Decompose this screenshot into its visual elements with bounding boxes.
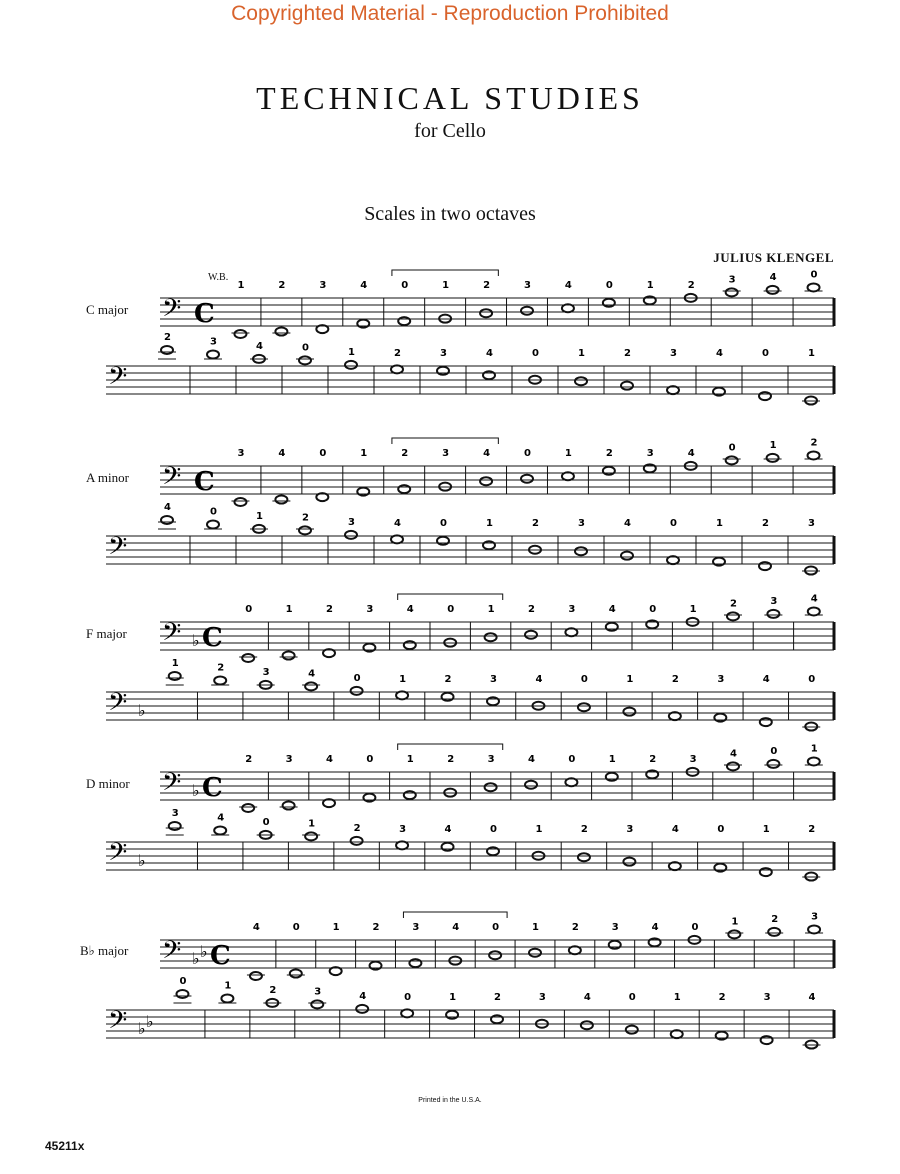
fingering-number: 2 [808,824,816,835]
whole-note [214,676,226,684]
whole-note [767,760,779,768]
whole-note [275,328,287,336]
fingering-number: 2 [483,280,491,291]
whole-note [525,631,537,639]
whole-note [487,847,499,855]
fingering-number: 2 [730,598,737,610]
fingering-number: 2 [494,992,501,1003]
whole-note [489,951,501,959]
whole-note [446,1011,458,1019]
whole-note [726,456,738,464]
whole-note [398,317,410,325]
fingering-number: 0 [353,672,361,684]
whole-note [483,371,495,379]
fingering-number: 2 [444,674,452,685]
fingering-number: 3 [689,753,697,765]
fingering-number: 3 [728,274,736,286]
fingering-number: 4 [394,518,401,529]
whole-note [621,382,633,390]
whole-note [808,283,820,291]
whole-note [761,1036,773,1044]
fingering-number: 4 [583,992,591,1003]
fingering-number: 0 [808,674,816,685]
fingering-number: 3 [611,922,619,933]
shift-bracket [392,270,498,276]
fingering-number: 4 [671,824,679,835]
whole-note [485,633,497,641]
whole-note [621,552,633,560]
whole-note [603,299,615,307]
page-subtitle: for Cello [414,120,486,142]
fingering-number: 1 [716,518,723,529]
fingering-number: 3 [490,674,497,685]
fingering-number: 1 [449,992,457,1003]
fingering-number: 0 [532,348,539,359]
whole-note [404,791,416,799]
fingering-number: 3 [237,448,245,459]
fingering-number: 2 [302,512,309,524]
time-signature: C [194,467,215,497]
fingering-number: 1 [608,754,616,765]
fingering-number: 0 [179,976,187,987]
fingering-number: 3 [770,595,778,607]
fingering-number: 2 [687,279,695,291]
time-signature: C [202,623,223,653]
whole-note [391,535,403,543]
flat-sign: ♭ [192,949,200,968]
fingering-number: 1 [171,658,179,669]
fingering-number: 4 [359,990,367,1002]
fingering-number: 3 [578,518,585,529]
fingering-number: 1 [808,348,815,359]
flat-sign: ♭ [138,1019,146,1038]
fingering-number: 4 [624,518,631,529]
fingering-number: 1 [308,818,316,830]
fingering-number: 4 [452,922,460,933]
fingering-number: 0 [762,348,769,359]
whole-note [305,682,317,690]
bass-clef: 𝄢 [162,936,182,971]
whole-note [305,832,317,840]
whole-note [727,762,739,770]
fingering-number: 0 [691,921,699,933]
fingering-number: 2 [278,280,286,291]
whole-note [728,930,740,938]
fingering-number: 0 [770,745,778,757]
fingering-number: 4 [308,668,316,680]
whole-note [404,641,416,649]
whole-note [242,804,254,812]
page-title: TECHNICAL STUDIES [256,80,644,116]
bass-clef: 𝄢 [162,768,182,803]
whole-note [606,773,618,781]
fingering-number: 2 [810,437,818,449]
fingering-number: 2 [245,754,253,765]
fingering-number: 3 [524,280,531,291]
fingering-number: 1 [769,439,777,451]
shift-bracket [398,744,503,750]
fingering-number: 1 [689,603,697,615]
whole-note [299,356,311,364]
whole-note [398,485,410,493]
whole-note [759,392,771,400]
time-signature: C [194,299,215,329]
whole-note [401,1009,413,1017]
fingering-number: 3 [440,348,447,359]
fingering-number: 4 [535,674,543,685]
whole-note [290,970,302,978]
whole-note [480,477,492,485]
fingering-number: 2 [762,518,769,529]
fingering-number: 2 [372,922,380,933]
fingering-number: 4 [564,280,572,291]
fingering-number: 2 [718,992,726,1003]
shift-bracket [398,594,503,600]
whole-note [606,623,618,631]
fingering-number: 2 [649,754,657,765]
fingering-number: 4 [608,604,616,615]
fingering-number: 3 [808,518,815,529]
fingering-number: 0 [670,518,677,529]
fingering-number: 4 [808,992,816,1003]
fingering-number: 2 [217,662,225,674]
fingering-number: 3 [285,754,293,765]
fingering-number: 3 [348,516,355,528]
scale-label-c-major: C major [86,302,129,317]
whole-note [311,1000,323,1008]
fingering-number: 1 [486,518,493,529]
whole-note [726,288,738,296]
fingering-number: 3 [314,986,322,998]
fingering-number: 1 [332,922,340,933]
fingering-number: 0 [440,518,447,529]
whole-note [759,562,771,570]
whole-note [351,687,363,695]
whole-note [808,925,820,933]
whole-note [396,691,408,699]
fingering-number: 0 [717,824,725,835]
fingering-number: 0 [262,816,270,828]
fingering-number: 1 [360,448,368,459]
fingering-number: 0 [292,922,300,933]
whole-note [521,307,533,315]
fingering-number: 1 [406,754,414,765]
fingering-number: 4 [252,922,260,933]
fingering-number: 4 [326,754,333,765]
shift-bracket [392,438,498,444]
fingering-number: 0 [319,448,327,459]
fingering-number: 1 [626,674,634,685]
time-signature: C [210,941,231,971]
whole-note [214,826,226,834]
whole-note [442,843,454,851]
whole-note [483,541,495,549]
fingering-number: 3 [487,754,495,765]
fingering-number: 4 [406,604,414,615]
fingering-number: 0 [810,269,818,281]
whole-note [161,346,173,354]
whole-note [234,498,246,506]
flat-sign: ♭ [138,851,146,870]
fingering-number: 3 [763,992,771,1003]
whole-note [391,365,403,373]
fingering-number: 0 [210,506,217,518]
fingering-number: 3 [366,604,374,615]
whole-bow-marking: W.B. [208,272,229,283]
shift-bracket [403,912,507,918]
fingering-number: 0 [649,604,657,615]
fingering-number: 2 [771,913,779,925]
fingering-number: 3 [717,674,725,685]
flat-sign: ♭ [192,781,200,800]
whole-note [283,652,295,660]
whole-note [299,526,311,534]
fingering-number: 0 [492,922,500,933]
whole-note [603,467,615,475]
fingering-number: 3 [811,911,819,923]
fingering-number: 4 [730,748,737,760]
fingering-number: 0 [366,754,374,765]
whole-note [626,1026,638,1034]
whole-note [521,475,533,483]
whole-note [487,697,499,705]
fingering-number: 2 [447,754,455,765]
fingering-number: 2 [532,518,539,529]
fingering-number: 2 [671,674,679,685]
fingering-number: 4 [687,447,695,459]
whole-note [234,330,246,338]
plate-number: 45211x [45,1139,85,1153]
section-title: Scales in two octaves [364,203,536,225]
fingering-number: 0 [728,442,736,454]
whole-note [808,757,820,765]
bass-clef: 𝄢 [162,462,182,497]
fingering-number: 4 [360,280,368,291]
fingering-number: 2 [580,824,588,835]
whole-note [485,783,497,791]
fingering-number: 2 [571,922,579,933]
fingering-number: 2 [401,448,409,459]
fingering-number: 1 [564,448,572,459]
bass-clef: 𝄢 [162,618,182,653]
whole-note [491,1015,503,1023]
flat-sign: ♭ [146,1012,154,1031]
whole-note [396,841,408,849]
bass-clef: 𝄢 [108,688,128,723]
fingering-number: 4 [769,271,777,283]
fingering-number: 3 [319,280,327,291]
fingering-number: 0 [568,754,576,765]
whole-note [760,718,772,726]
fingering-number: 1 [256,510,263,522]
bass-clef: 𝄢 [162,294,182,329]
fingering-number: 1 [731,916,739,928]
fingering-number: 4 [528,754,535,765]
whole-note [808,451,820,459]
whole-note [578,703,590,711]
fingering-number: 2 [394,348,401,359]
fingering-number: 3 [210,336,217,348]
scale-label-f-major: F major [86,626,127,641]
scale-label-a-minor: A minor [86,470,129,485]
whole-note [345,531,357,539]
whole-note [161,516,173,524]
fingering-number: 1 [399,674,407,685]
fingering-number: 0 [628,992,636,1003]
fingering-number: 0 [490,824,497,835]
fingering-number: 0 [401,280,409,291]
fingering-number: 0 [245,604,253,615]
whole-note [437,367,449,375]
fingering-number: 1 [224,980,232,992]
whole-note [437,537,449,545]
bass-clef: 𝄢 [108,838,128,873]
fingering-number: 4 [278,448,286,459]
fingering-number: 1 [285,604,293,615]
fingering-number: 3 [646,448,654,459]
flat-sign: ♭ [200,942,208,961]
fingering-number: 3 [171,808,179,819]
fingering-number: 1 [578,348,585,359]
whole-note [767,286,779,294]
fingering-number: 1 [442,280,450,291]
whole-note [283,802,295,810]
fingering-number: 4 [716,348,723,359]
fingering-number: 2 [605,448,613,459]
whole-note [356,1005,368,1013]
fingering-number: 4 [483,448,491,459]
printed-note: Printed in the U.S.A. [418,1097,482,1104]
fingering-number: 2 [164,332,171,343]
fingering-number: 2 [353,822,361,834]
whole-note [442,693,454,701]
whole-note [767,610,779,618]
whole-note [575,377,587,385]
fingering-number: 4 [256,340,263,352]
bass-clef: 𝄢 [108,1006,128,1041]
time-signature: C [202,773,223,803]
fingering-number: 2 [269,984,277,996]
whole-note [768,928,780,936]
fingering-number: 4 [217,812,225,824]
scale-label-b-flat-major: B♭ major [80,943,129,958]
whole-note [207,520,219,528]
whole-note [578,853,590,861]
fingering-number: 1 [237,280,245,291]
bass-clef: 𝄢 [108,532,128,567]
fingering-number: 3 [670,348,677,359]
fingering-number: 1 [535,824,543,835]
whole-note [727,612,739,620]
whole-note [760,868,772,876]
whole-note [275,496,287,504]
fingering-number: 1 [810,743,818,755]
whole-note [345,361,357,369]
fingering-number: 0 [580,674,588,685]
fingering-number: 4 [810,593,818,605]
fingering-number: 1 [646,280,654,291]
fingering-number: 3 [262,666,270,678]
whole-note [480,309,492,317]
fingering-number: 1 [487,604,495,615]
whole-note [581,1021,593,1029]
whole-note [808,607,820,615]
fingering-number: 0 [605,280,613,291]
whole-note [575,547,587,555]
whole-note [529,949,541,957]
whole-note [169,822,181,830]
fingering-number: 4 [651,922,659,933]
fingering-number: 1 [532,922,539,933]
fingering-number: 1 [762,824,770,835]
whole-note [242,654,254,662]
fingering-number: 4 [164,502,171,513]
whole-note [525,781,537,789]
fingering-number: 3 [568,604,576,615]
fingering-number: 2 [528,604,535,615]
fingering-number: 3 [626,824,634,835]
fingering-number: 3 [538,992,546,1003]
scale-label-d-minor: D minor [86,776,130,791]
whole-note [207,350,219,358]
whole-note [623,858,635,866]
whole-note [176,990,188,998]
whole-note [609,941,621,949]
bass-clef: 𝄢 [108,362,128,397]
fingering-number: 4 [762,674,770,685]
whole-note [351,837,363,845]
fingering-number: 1 [348,346,355,358]
fingering-number: 1 [673,992,681,1003]
whole-note [221,994,233,1002]
flat-sign: ♭ [138,701,146,720]
fingering-number: 2 [326,604,333,615]
fingering-number: 0 [447,604,455,615]
fingering-number: 3 [442,448,450,459]
composer-name: JULIUS KLENGEL [713,250,834,265]
flat-sign: ♭ [192,631,200,650]
fingering-number: 3 [412,922,420,933]
fingering-number: 0 [524,448,531,459]
fingering-number: 4 [444,824,452,835]
fingering-number: 4 [486,348,493,359]
fingering-number: 0 [404,992,412,1003]
whole-note [250,972,262,980]
fingering-number: 0 [302,342,309,354]
whole-note [623,708,635,716]
whole-note [169,672,181,680]
copyright-watermark: Copyrighted Material - Reproduction Prohibited [231,2,669,25]
whole-note [767,454,779,462]
fingering-number: 3 [399,824,407,835]
fingering-number: 2 [624,348,631,359]
whole-note [409,959,421,967]
